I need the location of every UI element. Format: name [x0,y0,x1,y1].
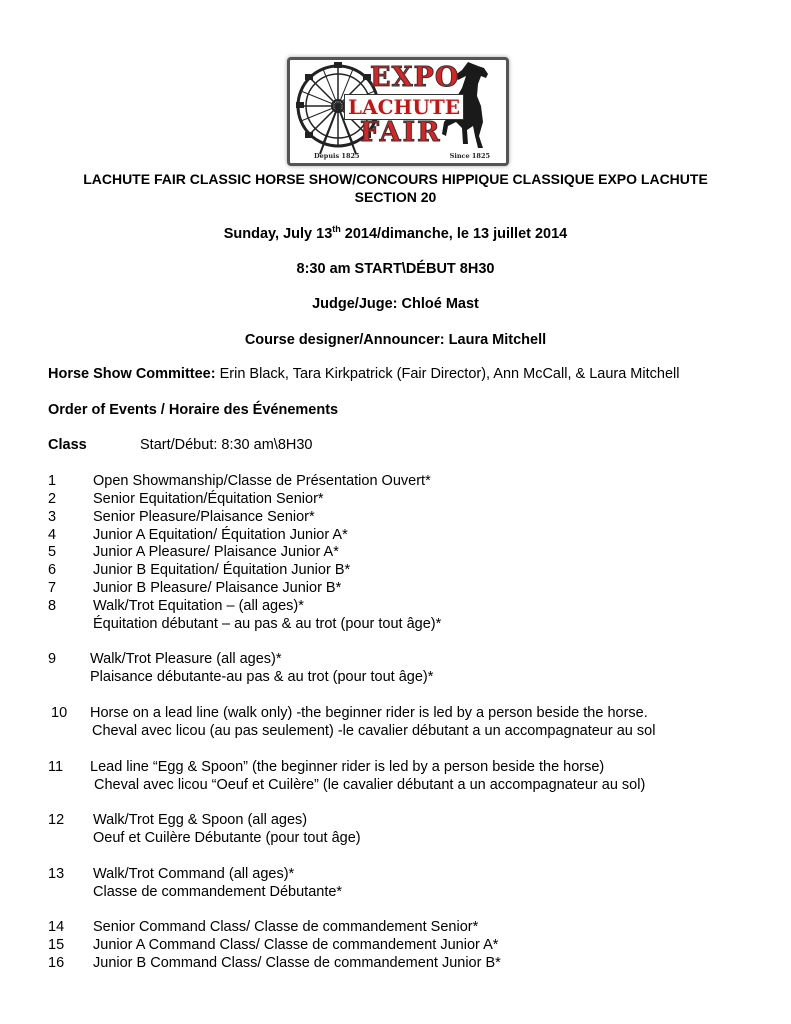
class-start-time: Start/Début: 8:30 am\8H30 [140,437,313,453]
logo-text-fair: FAIR [360,117,442,148]
event-number: 12 [48,812,65,828]
event-title-french: Oeuf et Cuilère Débutante (pour tout âge) [93,830,361,846]
event-number: 5 [48,544,57,560]
event-number: 10 [51,705,68,721]
logo-text-expo: EXPO [370,62,460,93]
logo-caption-since: Since 1825 [449,152,490,160]
committee-members: Erin Black, Tara Kirkpatrick (Fair Director), Ann McCall, & Laura Mitchell [215,366,680,382]
logo-text-lachute: LACHUTE [344,94,464,120]
event-date-main: Sunday, July 13 [223,225,333,242]
start-time: 8:30 am START\DÉBUT 8H30 [296,261,495,277]
event-date-french: 2014/dimanche, le 13 juillet 2014 [340,225,568,242]
class-column-label: Class [48,437,87,453]
event-title: Senior Equitation/Équitation Senior* [93,491,324,507]
event-title: Junior B Command Class/ Classe de commandement Junior B* [93,955,501,971]
event-number: 4 [48,527,57,543]
event-title: Horse on a lead line (walk only) -the beginner rider is led by a person beside the horse. [90,705,648,721]
event-title: Senior Pleasure/Plaisance Senior* [93,509,315,525]
event-date [0,224,791,242]
event-title-french: Cheval avec licou “Oeuf et Cuilère” (le cavalier débutant a un accompagnateur au sol) [94,777,646,793]
course-designer: Course designer/Announcer: Laura Mitchell [244,332,547,348]
event-number: 3 [48,509,57,525]
event-title: Junior B Pleasure/ Plaisance Junior B* [93,580,342,596]
event-title: Open Showmanship/Classe de Présentation Ouvert* [93,473,431,489]
event-title: Junior A Command Class/ Classe de commandement Junior A* [93,937,499,953]
event-number: 7 [48,580,57,596]
section-number: SECTION 20 [354,189,437,205]
order-of-events-heading: Order of Events / Horaire des Événements [48,402,339,418]
event-title: Senior Command Class/ Classe de commandement Senior* [93,919,479,935]
document-title: LACHUTE FAIR CLASSIC HORSE SHOW/CONCOURS HIPPIQUE CLASSIQUE EXPO LACHUTE [83,171,708,187]
event-title: Walk/Trot Command (all ages)* [93,866,295,882]
event-title: Walk/Trot Equitation – (all ages)* [93,598,304,614]
event-title-french: Cheval avec licou (au pas seulement) -le cavalier débutant a un accompagnateur au sol [92,723,656,739]
event-title: Walk/Trot Egg & Spoon (all ages) [93,812,308,828]
event-title-french: Classe de commandement Débutante* [93,884,343,900]
event-number: 11 [48,759,64,775]
event-number: 8 [48,598,57,614]
judge-name: Judge/Juge: Chloé Mast [312,296,479,312]
event-title-french: Équitation débutant – au pas & au trot (pour tout âge)* [93,616,442,632]
event-number: 9 [48,651,57,667]
event-title: Walk/Trot Pleasure (all ages)* [90,651,282,667]
lachute-fair-logo [287,57,509,166]
event-title: Junior B Equitation/ Équitation Junior B* [93,562,351,578]
event-number: 6 [48,562,57,578]
event-title-french: Plaisance débutante-au pas & au trot (pour tout âge)* [90,669,434,685]
event-number: 16 [48,955,65,971]
event-title: Lead line “Egg & Spoon” (the beginner rider is led by a person beside the horse) [90,759,605,775]
event-number: 13 [48,866,65,882]
event-number: 1 [48,473,57,489]
event-number: 15 [48,937,65,953]
committee-line [48,366,679,382]
logo-caption-depuis: Depuis 1825 [314,152,360,160]
event-date-suffix: th [332,224,341,234]
event-title: Junior A Equitation/ Équitation Junior A* [93,527,348,543]
event-number: 2 [48,491,57,507]
event-title: Junior A Pleasure/ Plaisance Junior A* [93,544,339,560]
event-number: 14 [48,919,65,935]
committee-label: Horse Show Committee: [48,366,216,382]
